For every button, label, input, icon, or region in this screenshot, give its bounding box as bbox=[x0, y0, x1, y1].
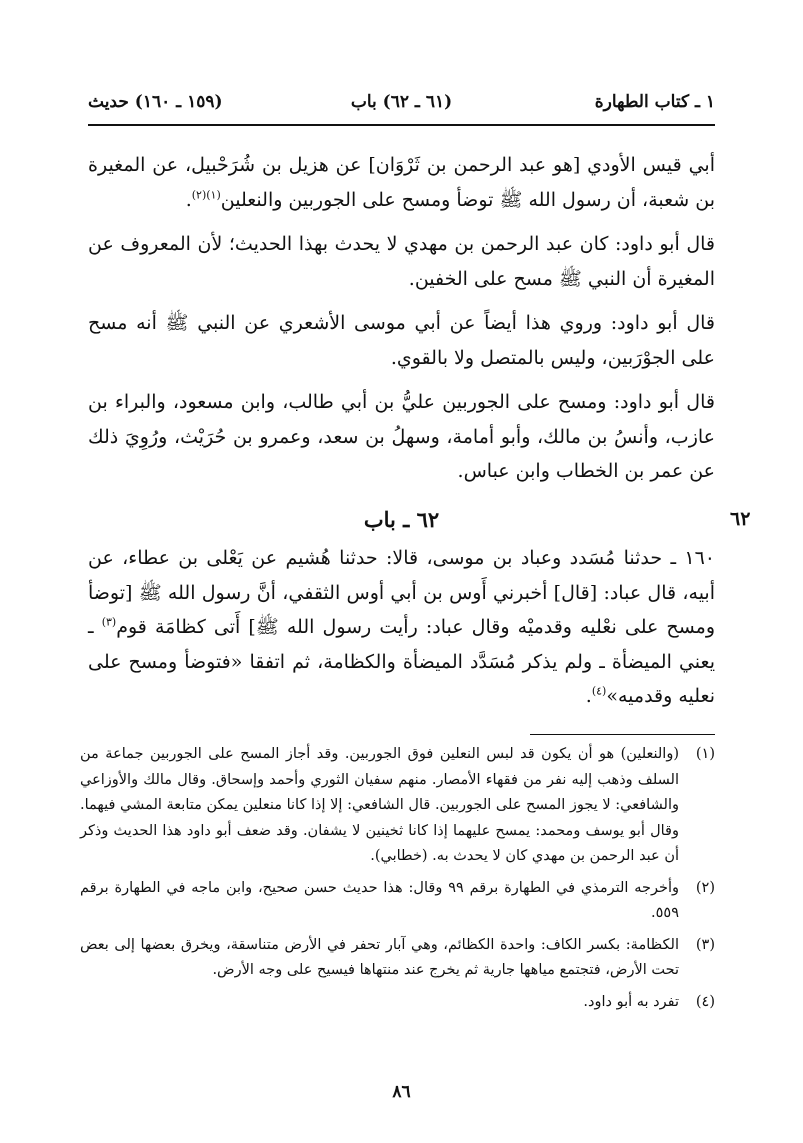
footnote-number: (٣) bbox=[695, 936, 715, 953]
footnote-number: (٢) bbox=[695, 879, 715, 896]
footnote bbox=[80, 933, 715, 984]
header-rule bbox=[88, 124, 715, 126]
footnote bbox=[80, 990, 715, 1016]
chapter-title: ٦٢ ـ باب bbox=[363, 506, 440, 532]
paragraph-text: أبي قيس الأودي [هو عبد الرحمن بن ثَرْوَان] عن هزيل بن شُرَحْبيل، عن المغيرة بن شعبة، أن رسول الله ﷺ توضأ ومسح على الجوربين والنعلين bbox=[88, 154, 715, 211]
footnote-text: وأخرجه الترمذي في الطهارة برقم ٩٩ وقال: هذا حديث حسن صحيح، وابن ماجه في الطهارة برقم ٥٥٩. bbox=[80, 879, 679, 921]
paragraph: أبي قيس الأودي [هو عبد الرحمن بن ثَرْوَان] عن هزيل بن شُرَحْبيل، عن المغيرة بن شعبة، أن رسول الله ﷺ توضأ ومسح على الجوربين والنعلين$^{(١)(٢)}$. bbox=[88, 154, 715, 211]
footnote-text: تفرد به أبو داود. bbox=[583, 993, 679, 1010]
footnote-ref: (٣) bbox=[101, 615, 117, 629]
page-number: ٨٦ bbox=[392, 1082, 411, 1102]
footnote-number: (١) bbox=[695, 746, 715, 762]
footnote bbox=[80, 876, 715, 927]
paragraph: قال أبو داود: ومسح على الجوربين عليُّ بن أبي طالب، وابن مسعود، والبراء بن عازب، وأنسُ بن مالك، وأبو أمامة، وسهلُ بن سعد، وعمرو بن حُرَيْث، ورُوِيَ ذلك عن عمر بن الخطاب وابن عباس. bbox=[88, 391, 715, 482]
paragraph: قال أبو داود: كان عبد الرحمن بن مهدي لا يحدث بهذا الحديث؛ لأن المعروف عن المغيرة أن النبي ﷺ مسح على الخفين. bbox=[88, 233, 715, 290]
paragraph: قال أبو داود: وروي هذا أيضاً عن أبي موسى الأشعري عن النبي ﷺ أنه مسح على الجوْرَبين، وليس بالمتصل ولا بالقوي. bbox=[88, 312, 715, 369]
header-hadith-range: (١٥٩ ـ ١٦٠) حديث bbox=[88, 92, 223, 112]
margin-chapter-number: ٦٢ bbox=[730, 508, 751, 530]
running-header bbox=[88, 92, 715, 122]
main-text bbox=[88, 148, 715, 724]
hadith-paragraph bbox=[88, 541, 715, 714]
footnote-rule bbox=[530, 734, 715, 735]
hadith-end: . bbox=[585, 685, 592, 707]
header-book-title: ١ ـ كتاب الطهارة bbox=[594, 92, 715, 112]
hadith-text: ١٦٠ ـ حدثنا مُسَدد وعباد بن موسى، قالا: حدثنا هُشيم عن يَعْلى بن عطاء، عن أبيه، قال عباد: [قال] أخبرني أَوس بن أبي أوس الثقفي، أنَّ رسول الله ﷺ [توضأ ومسح على نعْليه وقدميْه وقال عباد: رأيت رسول الله ﷺ] أَتى كظامَة قوم bbox=[88, 547, 715, 638]
footnote-ref: (١)(٢) bbox=[191, 188, 221, 202]
footnote bbox=[80, 742, 715, 870]
footnote-number: (٤) bbox=[695, 993, 715, 1010]
footnote-text: (والنعلين) هو أن يكون قد لبس النعلين فوق الجوربين. وقد أجاز المسح على الجوربين جماعة من السلف وذهب إليه نفر من فقهاء الأمصار. منهم سفيان الثوري وأحمد وإسحاق. وقال مالك والأوزاعي والشافعي: لا يجوز المسح على الجوربين. قال الشافعي: إلا إذا كانا منعلين يمكن متابعة المشي فيهما. وقال أبو يوسف ومحمد: يمسح عليهما إذا كانا ثخينين لا يشفان. وقد ضعف أبو داود هذا الحديث وذكر أن عبد الرحمن بن مهدي كان لا يحدث به. (خطابي). bbox=[80, 746, 679, 864]
footnote-ref: (٤) bbox=[591, 684, 607, 698]
footnotes bbox=[80, 742, 715, 1021]
footnote-text: الكظامة: بكسر الكاف: واحدة الكظائم، وهي آبار تحفر في الأرض متناسقة، ويخرق بعضها إلى بعض تحت الأرض، فتجتمع مياهها جارية ثم يخرج عند منتهاها فيسيح على وجه الأرض. bbox=[80, 936, 679, 978]
header-chapter-range: (٦١ ـ ٦٢) باب bbox=[350, 92, 453, 112]
hadith-text: ـ يعني الميضأة ـ ولم يذكر مُسَدَّد الميضأة والكظامة، ثم اتفقا «فتوضأ ومسح على نعليه وقدميه» bbox=[88, 616, 715, 707]
